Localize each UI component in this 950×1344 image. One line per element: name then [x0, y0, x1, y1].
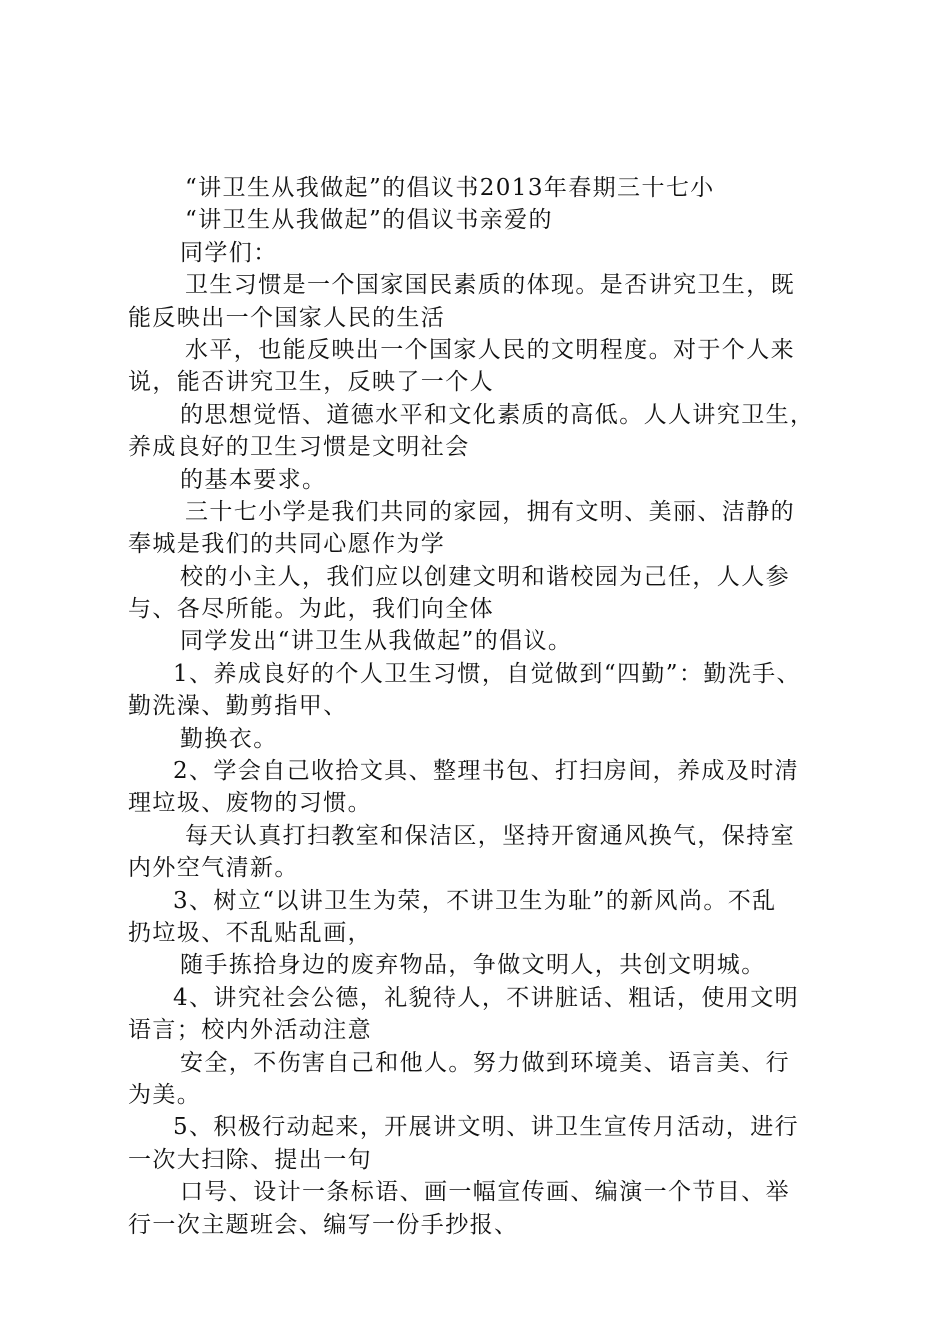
list-item-line: 4、讲究社会公德，礼貌待人，不讲脏话、粗话，使用文明	[173, 984, 800, 1011]
paragraph-line: 校的小主人，我们应以创建文明和谐校园为己任，人人参	[180, 563, 790, 590]
list-item-line: 内外空气清新。	[128, 855, 299, 882]
list-item-line: 随手拣拾身边的废弃物品，争做文明人，共创文明城。	[180, 952, 766, 979]
list-item-line: 勤洗澡、勤剪指甲、	[128, 693, 348, 720]
document-body	[128, 172, 833, 1241]
paragraph-line: 能反映出一个国家人民的生活	[128, 304, 446, 331]
paragraph-line: 卫生习惯是一个国家国民素质的体现。是否讲究卫生，既	[185, 272, 795, 299]
paragraph-line: 同学发出“讲卫生从我做起”的倡议。	[180, 628, 573, 655]
paragraph-line: 奉城是我们的共同心愿作为学	[128, 531, 446, 558]
list-item-line: 扔垃圾、不乱贴乱画，	[128, 919, 372, 946]
title-line-2: “讲卫生从我做起”的倡议书亲爱的	[185, 207, 553, 234]
list-item-line: 3、树立“以讲卫生为荣，不讲卫生为耻”的新风尚。不乱	[173, 887, 777, 914]
title-line-1: “讲卫生从我做起”的倡议书2013年春期三十七小	[185, 175, 715, 201]
list-item-line: 1、养成良好的个人卫生习惯，自觉做到“四勤”：勤洗手、	[173, 660, 801, 687]
list-item-line: 2、学会自己收拾文具、整理书包、打扫房间，养成及时清	[173, 758, 800, 785]
list-item-line: 勤换衣。	[180, 725, 278, 752]
paragraph-line: 说，能否讲究卫生，反映了一个人	[128, 369, 494, 396]
list-item-line: 一次大扫除、提出一句	[128, 1146, 372, 1173]
paragraph-line: 养成良好的卫生习惯是文明社会	[128, 434, 470, 461]
paragraph-line: 与、各尽所能。为此，我们向全体	[128, 596, 494, 623]
list-item-line: 语言；校内外活动注意	[128, 1017, 372, 1044]
salutation-line: 同学们：	[180, 239, 278, 266]
list-item-line: 5、积极行动起来，开展讲文明、讲卫生宣传月活动，进行	[173, 1114, 800, 1141]
list-item-line: 每天认真打扫教室和保洁区，坚持开窗通风换气，保持室	[185, 822, 795, 849]
paragraph-line: 的思想觉悟、道德水平和文化素质的高低。人人讲究卫生，	[180, 401, 815, 428]
list-item-line: 为美。	[128, 1081, 202, 1108]
list-item-line: 口号、设计一条标语、画一幅宣传画、编演一个节目、举	[180, 1179, 790, 1206]
paragraph-line: 的基本要求。	[180, 466, 327, 493]
list-item-line: 理垃圾、废物的习惯。	[128, 790, 372, 817]
paragraph-line: 三十七小学是我们共同的家园，拥有文明、美丽、洁静的	[185, 498, 795, 525]
list-item-line: 安全，不伤害自己和他人。努力做到环境美、语言美、行	[180, 1049, 790, 1076]
list-item-line: 行一次主题班会、编写一份手抄报、	[128, 1211, 519, 1238]
paragraph-line: 水平，也能反映出一个国家人民的文明程度。对于个人来	[185, 336, 795, 363]
